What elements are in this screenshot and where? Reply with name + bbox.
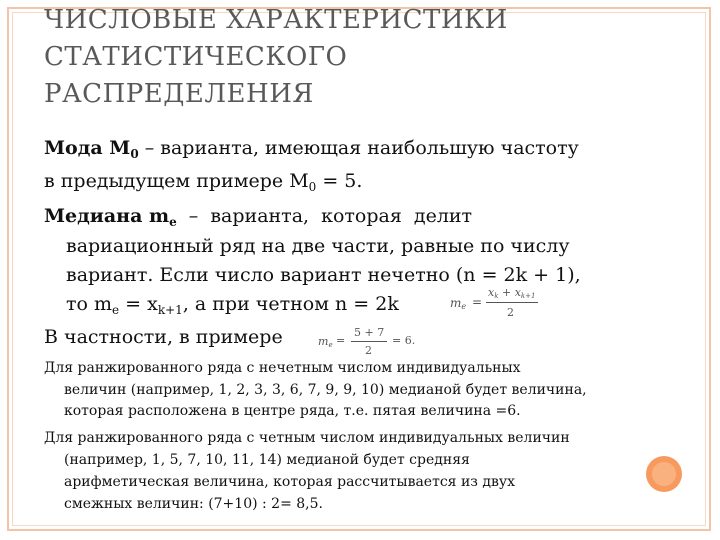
mediana-line-4-sub-k1: k+1 — [157, 303, 183, 317]
formula1-fraction-bar — [486, 302, 538, 303]
mediana-line-2: вариационный ряд на две части, равные по числу — [66, 235, 570, 257]
example-post: = 5. — [316, 170, 363, 192]
formula2-equals: = — [336, 334, 346, 347]
even-paragraph-line-4: смежных величин: (7+10) : 2= 8,5. — [64, 496, 323, 512]
even-paragraph-line-1: Для ранжированного ряда с четным числом индивидуальных величин — [44, 430, 570, 446]
mediana-line-1 — [44, 203, 472, 229]
moda-term-sub: 0 — [130, 147, 139, 161]
mediana-line-4-a: то m — [66, 293, 113, 315]
even-paragraph-line-2: (например, 1, 5, 7, 10, 11, 14) медианой будет средняя — [64, 452, 470, 468]
formula2-result: = 6. — [392, 334, 416, 347]
title-line-2: СТАТИСТИЧЕСКОГО — [44, 42, 348, 72]
title-line-3: РАСПРЕДЕЛЕНИЯ — [44, 79, 314, 109]
decorative-circle — [646, 456, 682, 492]
odd-paragraph-line-2: величин (например, 1, 2, 3, 3, 6, 7, 9, 9, 10) медианой будет величина, — [64, 382, 587, 398]
example-sub: 0 — [308, 180, 317, 194]
moda-example — [44, 168, 362, 194]
odd-paragraph-line-1: Для ранжированного ряда с нечетным числом индивидуальных — [44, 360, 521, 376]
moda-rest: – варианта, имеющая наибольшую частоту — [138, 137, 579, 159]
formula2-numerator: 5 + 7 — [354, 326, 385, 339]
formula2-denominator: 2 — [365, 344, 372, 357]
mediana-rest: – варианта, которая делит — [176, 205, 473, 227]
median-even-formula — [450, 286, 560, 326]
moda-definition — [44, 135, 579, 161]
title-line-1: ЧИСЛОВЫЕ ХАРАКТЕРИСТИКИ — [44, 5, 508, 35]
example-pre: в предыдущем примере М — [44, 170, 309, 192]
moda-term: Мода M — [44, 137, 131, 159]
slide-title — [44, 2, 604, 113]
mediana-line-4-b: = x — [119, 293, 158, 315]
formula1-denominator: 2 — [507, 306, 514, 319]
formula1-equals: = — [472, 295, 483, 309]
median-example-formula — [318, 326, 428, 360]
formula2-fraction-bar — [351, 341, 387, 342]
mediana-term-sub: e — [169, 215, 177, 229]
mediana-line-3: вариант. Если число вариант нечетно (n = 2k + 1), — [66, 264, 581, 286]
mediana-line-4-sub-e: e — [112, 303, 120, 317]
particular-text: В частности, в примере — [44, 326, 283, 348]
formula1-numerator: $x_k + x_{k+1}$ — [488, 286, 536, 300]
even-paragraph-line-3: арифметическая величина, которая рассчитывается из двух — [64, 474, 516, 490]
formula2-lhs: $m_e$ — [318, 335, 333, 349]
mediana-line-4 — [66, 291, 399, 317]
odd-paragraph-line-3: которая расположена в центре ряда, т.е. пятая величина =6. — [64, 403, 521, 419]
mediana-line-4-c: , а при четном n = 2k — [182, 293, 399, 315]
formula1-lhs: $m_e$ — [450, 296, 467, 311]
mediana-term: Медиана m — [44, 205, 170, 227]
